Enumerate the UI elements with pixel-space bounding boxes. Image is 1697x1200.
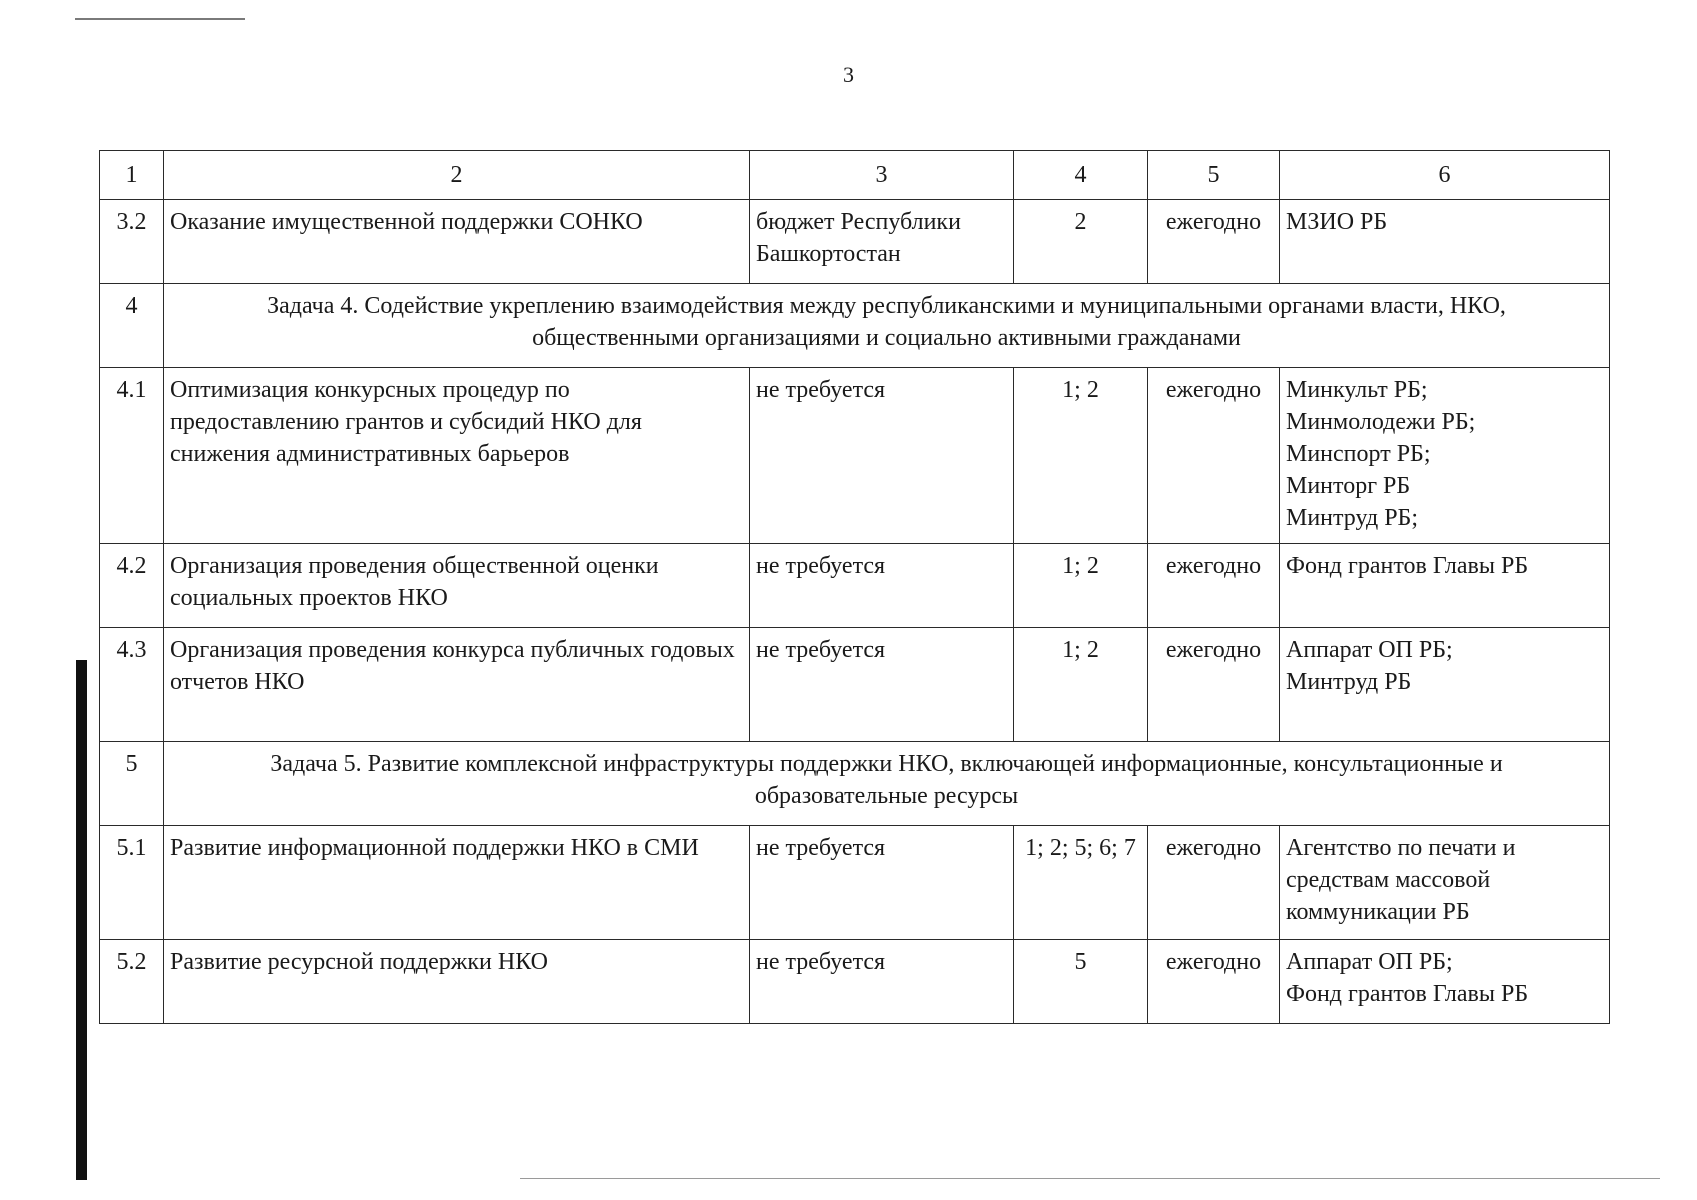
executor-line: Аппарат ОП РБ; [1286, 949, 1453, 975]
direction-cell: 1; 2 [1014, 368, 1148, 544]
executor-line: МЗИО РБ [1286, 209, 1388, 235]
funding-cell: не требуется [750, 544, 1014, 628]
term-cell: ежегодно [1148, 200, 1280, 284]
measures-table [99, 150, 1610, 1024]
task-title-line: Задача 5. Развитие комплексной инфраструктуры поддержки НКО, включающей информационные, консультационные и [270, 751, 1503, 777]
executor-line: Минспорт РБ; [1286, 441, 1431, 467]
funding-cell: не требуется [750, 628, 1014, 742]
direction-cell: 2 [1014, 200, 1148, 284]
header-cell: 5 [1148, 151, 1280, 200]
task-title-line: Задача 4. Содействие укреплению взаимодействия между республиканскими и муниципальными органами власти, НКО, [267, 293, 1506, 319]
direction-cell: 1; 2 [1014, 628, 1148, 742]
funding-cell: не требуется [750, 826, 1014, 940]
executor-line: Минтруд РБ [1286, 669, 1412, 695]
header-cell: 2 [164, 151, 750, 200]
task-title [164, 284, 1610, 368]
measure-cell: Оптимизация конкурсных процедур по предоставлению грантов и субсидий НКО для снижения административных барьеров [164, 368, 750, 544]
executor-line: коммуникации РБ [1286, 899, 1470, 925]
row-number: 5.2 [100, 940, 164, 1024]
executor-line: Минторг РБ [1286, 473, 1411, 499]
measure-cell: Развитие ресурсной поддержки НКО [164, 940, 750, 1024]
header-cell: 6 [1280, 151, 1610, 200]
scan-artifact-bottom-line [520, 1178, 1660, 1179]
row-number: 3.2 [100, 200, 164, 284]
row-number: 5.1 [100, 826, 164, 940]
direction-cell: 1; 2; 5; 6; 7 [1014, 826, 1148, 940]
measure-cell: Организация проведения конкурса публичных годовых отчетов НКО [164, 628, 750, 742]
direction-cell: 1; 2 [1014, 544, 1148, 628]
measure-cell: Организация проведения общественной оценки социальных проектов НКО [164, 544, 750, 628]
funding-cell: не требуется [750, 940, 1014, 1024]
executor-line: Фонд грантов Главы РБ [1286, 981, 1529, 1007]
table-row [100, 628, 1610, 742]
task-title [164, 742, 1610, 826]
header-cell: 3 [750, 151, 1014, 200]
row-number: 4.3 [100, 628, 164, 742]
header-cell: 4 [1014, 151, 1148, 200]
scan-artifact-top-line [75, 18, 245, 20]
executor-cell [1280, 544, 1610, 628]
table-row [100, 544, 1610, 628]
executor-cell [1280, 200, 1610, 284]
executor-line: Агентство по печати и [1286, 835, 1516, 861]
term-cell: ежегодно [1148, 544, 1280, 628]
term-cell: ежегодно [1148, 368, 1280, 544]
term-cell: ежегодно [1148, 826, 1280, 940]
direction-cell: 5 [1014, 940, 1148, 1024]
term-cell: ежегодно [1148, 628, 1280, 742]
executor-line: средствам массовой [1286, 867, 1491, 893]
executor-cell [1280, 940, 1610, 1024]
executor-line: Минкульт РБ; [1286, 377, 1428, 403]
table-row [100, 826, 1610, 940]
task-row [100, 284, 1610, 368]
table-row [100, 200, 1610, 284]
measure-cell: Оказание имущественной поддержки СОНКО [164, 200, 750, 284]
row-number: 4.2 [100, 544, 164, 628]
scan-artifact-left-bar [76, 660, 87, 1180]
table-header-row [100, 151, 1610, 200]
executor-cell [1280, 628, 1610, 742]
task-title-line: общественными организациями и социально активными гражданами [532, 325, 1241, 351]
task-number: 4 [100, 284, 164, 368]
task-row [100, 742, 1610, 826]
executor-cell [1280, 826, 1610, 940]
term-cell: ежегодно [1148, 940, 1280, 1024]
task-title-line: образовательные ресурсы [754, 783, 1019, 809]
table-row [100, 940, 1610, 1024]
header-cell: 1 [100, 151, 164, 200]
row-number: 4.1 [100, 368, 164, 544]
executor-cell [1280, 368, 1610, 544]
task-number: 5 [100, 742, 164, 826]
page-number: 3 [843, 62, 854, 87]
measure-cell: Развитие информационной поддержки НКО в СМИ [164, 826, 750, 940]
executor-line: Фонд грантов Главы РБ [1286, 553, 1529, 579]
table-row [100, 368, 1610, 544]
executor-line: Минтруд РБ; [1286, 505, 1418, 531]
funding-cell: не требуется [750, 368, 1014, 544]
executor-line: Аппарат ОП РБ; [1286, 637, 1453, 663]
executor-line: Минмолодежи РБ; [1286, 409, 1476, 435]
funding-cell: бюджет Республики Башкортостан [750, 200, 1014, 284]
